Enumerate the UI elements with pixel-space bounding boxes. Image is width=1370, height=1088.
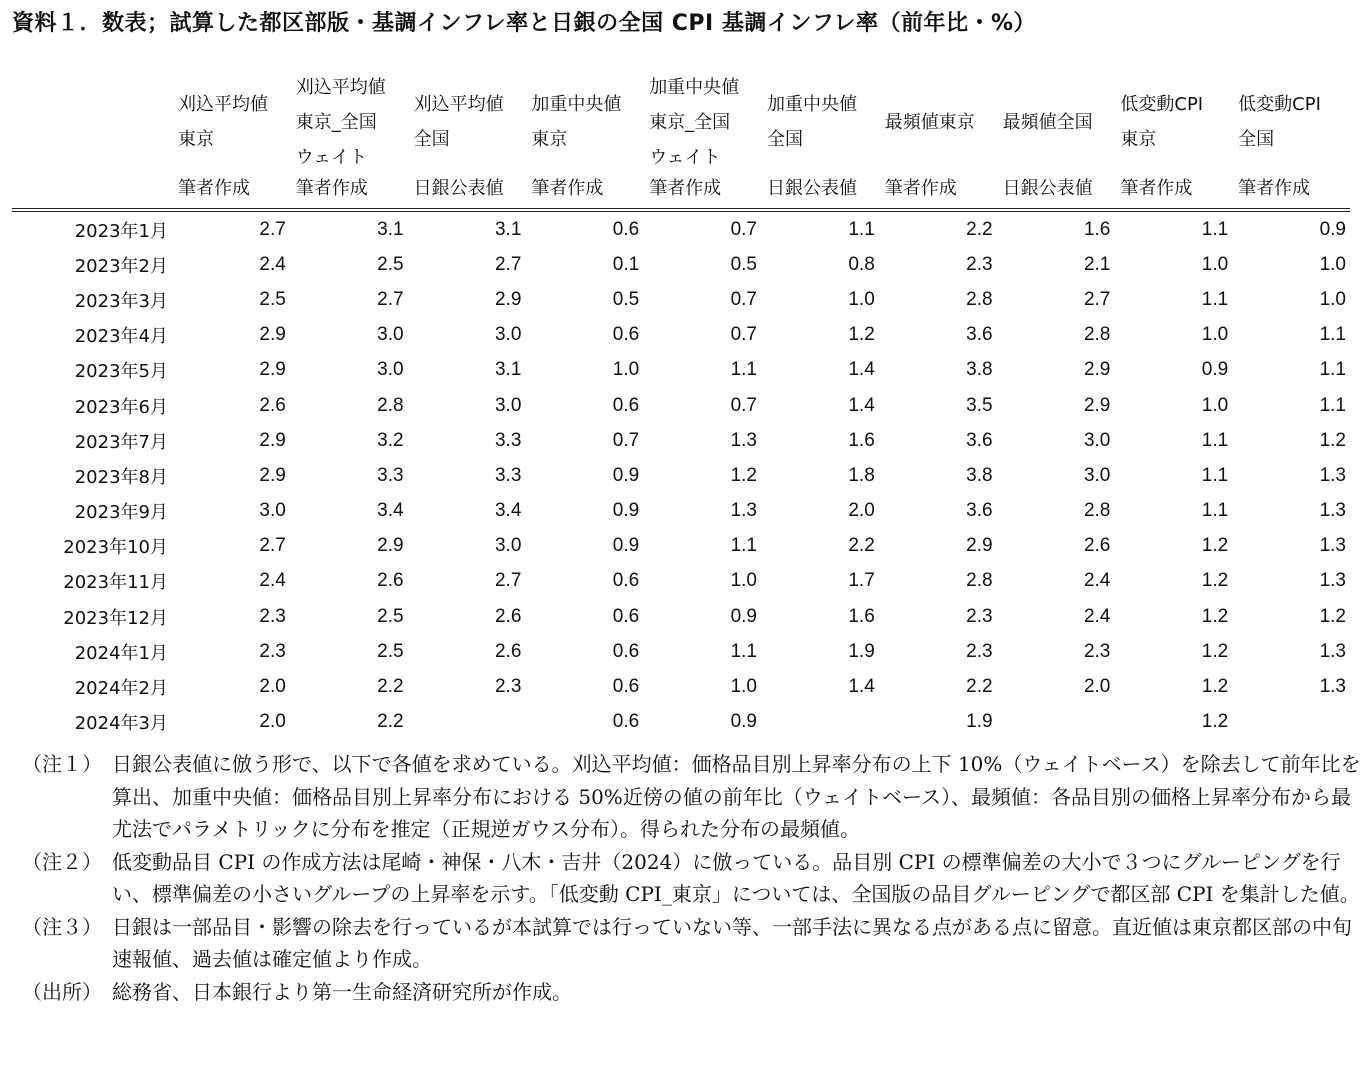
table-cell: 2.7: [1083, 288, 1111, 310]
table-cell: 3.2: [377, 429, 404, 451]
table-cell: 3.8: [966, 464, 993, 486]
column-source-label: 日銀公表値: [413, 178, 504, 199]
table-cell: 2.1: [1083, 253, 1111, 275]
table-cell: 0.5: [730, 253, 757, 275]
table-cell: 2.6: [494, 605, 522, 627]
table-cell: 1.3: [1319, 640, 1346, 662]
table-cell: 1.1: [730, 535, 757, 557]
column-header-line: 低変動CPI: [1120, 94, 1204, 115]
table-cell: 2.7: [494, 570, 522, 592]
table-cell: 1.9: [848, 640, 875, 662]
column-header-line: ウェイト: [649, 146, 721, 168]
table-cell: 1.0: [1319, 288, 1346, 310]
table-cell: 2.9: [1083, 359, 1111, 381]
table-cell: 0.6: [612, 570, 640, 592]
column-header-line: 最頻値全国: [1002, 111, 1093, 133]
column-header-line: 全国: [766, 129, 803, 150]
column-header-line: 東京: [531, 129, 568, 150]
table-cell: 0.6: [612, 394, 640, 416]
table-cell: 0.8: [848, 253, 875, 275]
column-header: [525, 74, 643, 170]
table-row: [12, 458, 1350, 493]
table-cell: 0.9: [612, 535, 640, 557]
row-date: 2024年3月: [74, 713, 168, 735]
table-cell: 2.8: [966, 570, 993, 592]
table-cell: 2.2: [377, 676, 404, 698]
column-source: [761, 170, 879, 210]
table-cell: 2.3: [966, 640, 993, 662]
table-cell: 0.7: [730, 218, 757, 240]
row-date: 2023年11月: [63, 572, 168, 594]
column-source: [1114, 170, 1232, 210]
table-cell: 1.6: [848, 605, 875, 627]
note-label: （注１）: [22, 752, 102, 776]
column-header-line: 刈込平均値: [413, 94, 504, 115]
table-cell: 2.6: [1083, 535, 1111, 557]
table-cell: 1.2: [1201, 711, 1229, 733]
table-cell: 2.3: [259, 640, 286, 662]
table-cell: [1232, 705, 1350, 740]
column-source: [1232, 170, 1350, 210]
column-header-line: 刈込平均値: [178, 94, 268, 115]
table-cell: 1.1: [1201, 288, 1229, 310]
table-cell: 2.5: [259, 288, 286, 310]
row-date: 2023年12月: [63, 607, 168, 629]
table-cell: 1.0: [1201, 394, 1229, 416]
column-source-label: 日銀公表値: [766, 178, 857, 199]
table-cell: 1.1: [730, 359, 757, 381]
row-date: 2023年8月: [74, 466, 168, 488]
column-header-line: ウェイト: [295, 146, 368, 168]
table-cell: 1.1: [1201, 218, 1229, 240]
note-item: [22, 748, 1362, 846]
table-cell: 1.1: [1319, 394, 1346, 416]
table-cell: 2.3: [966, 253, 993, 275]
column-source-label: 筆者作成: [884, 178, 957, 199]
note-text: 日銀は一部品目・影響の除去を行っているが本試算では行っていない等、一部手法に異なる点がある点に留意。直近値は東京都区部の中旬速報値、過去値は確定値より作成。: [112, 914, 1352, 971]
table-cell: 2.8: [1083, 324, 1111, 346]
table-cell: 3.0: [259, 500, 286, 522]
row-date: 2023年10月: [63, 537, 168, 559]
table-cell: [408, 705, 526, 740]
table-cell: 3.0: [494, 324, 522, 346]
table-cell: 1.3: [730, 429, 757, 451]
column-header-line: 低変動CPI: [1238, 94, 1321, 115]
column-header-line: 加重中央値: [531, 94, 622, 115]
note-item: [22, 976, 1362, 1009]
row-date: 2023年4月: [74, 326, 168, 348]
table-cell: 3.8: [966, 359, 993, 381]
column-source-label: 筆者作成: [649, 178, 722, 199]
table-cell: 1.2: [1201, 535, 1229, 557]
table-cell: 2.4: [1083, 570, 1111, 592]
table-cell: 3.4: [377, 500, 404, 522]
table-cell: 3.3: [494, 464, 522, 486]
table-cell: 2.5: [377, 640, 404, 662]
table-cell: 2.0: [848, 500, 875, 522]
column-header-line: 加重中央値: [766, 94, 857, 115]
table-cell: 1.2: [1319, 605, 1346, 627]
table-cell: 2.2: [966, 218, 993, 240]
table-cell: 1.3: [1319, 676, 1346, 698]
header-corner-source: [12, 170, 172, 210]
table-row: [12, 423, 1350, 458]
note-item: [22, 911, 1362, 976]
table-cell: 1.9: [966, 711, 993, 733]
column-header-line: 東京: [178, 129, 214, 150]
column-header: [643, 74, 761, 170]
column-header-line: 最頻値東京: [884, 111, 975, 133]
table-cell: 2.9: [377, 535, 404, 557]
table-cell: 1.2: [730, 464, 757, 486]
table-cell: 0.6: [612, 324, 640, 346]
table-cell: 1.2: [848, 324, 875, 346]
table-cell: 1.2: [1201, 570, 1229, 592]
table-header: [12, 74, 1350, 210]
table-cell: 0.5: [612, 288, 640, 310]
table-cell: 3.5: [966, 394, 993, 416]
column-source-label: 筆者作成: [1120, 178, 1193, 199]
table-cell: 2.7: [259, 218, 286, 240]
table-row: [12, 564, 1350, 599]
table-cell: 2.2: [966, 676, 993, 698]
table-cell: 2.9: [259, 359, 286, 381]
column-source: [290, 170, 408, 210]
table-cell: [761, 705, 879, 740]
table-cell: 2.3: [1083, 640, 1111, 662]
row-date: 2023年3月: [74, 290, 168, 312]
table-cell: 2.9: [966, 535, 993, 557]
table-cell: 3.3: [377, 464, 404, 486]
table-cell: 3.0: [1083, 429, 1111, 451]
table-row: [12, 599, 1350, 634]
table-cell: 1.3: [1319, 535, 1346, 557]
table-cell: 0.6: [612, 711, 640, 733]
column-header: [761, 74, 879, 170]
table-cell: 1.3: [1319, 464, 1346, 486]
table-cell: 1.2: [1201, 640, 1229, 662]
table-cell: 3.0: [494, 535, 522, 557]
table-cell: 1.4: [848, 359, 875, 381]
table-row: [12, 210, 1350, 247]
table-cell: 2.9: [259, 324, 286, 346]
column-header-line: 東京_全国: [649, 111, 731, 133]
table-cell: 2.4: [1083, 605, 1111, 627]
table-row: [12, 282, 1350, 317]
column-source: [643, 170, 761, 210]
table-cell: 2.9: [1083, 394, 1111, 416]
table-cell: 2.7: [494, 253, 522, 275]
column-source: [879, 170, 997, 210]
inflation-table: [12, 74, 1350, 740]
table-cell: 0.9: [1201, 359, 1229, 381]
table-cell: 3.3: [494, 429, 522, 451]
column-header: [408, 74, 526, 170]
notes-section: [22, 748, 1362, 1008]
row-date: 2023年9月: [74, 502, 168, 524]
note-text: 総務省、日本銀行より第一生命経済研究所が作成。: [112, 979, 572, 1004]
table-cell: 2.5: [377, 605, 404, 627]
table-cell: 2.4: [259, 570, 286, 592]
table-cell: 1.6: [1083, 218, 1111, 240]
table-row: [12, 669, 1350, 704]
table-cell: 1.0: [1319, 253, 1346, 275]
table-cell: 1.1: [1201, 429, 1229, 451]
table-cell: 0.6: [612, 605, 640, 627]
page-title: 資料１．数表；試算した都区部版・基調インフレ率と日銀の全国 CPI 基調インフレ率（前年比・%）: [12, 11, 1037, 36]
table-cell: 1.6: [848, 429, 875, 451]
column-source-label: 筆者作成: [178, 178, 250, 199]
table-cell: 1.3: [1319, 500, 1346, 522]
table-cell: 2.8: [1083, 500, 1111, 522]
column-source-label: 日銀公表値: [1002, 178, 1093, 199]
table-cell: 1.1: [1201, 500, 1229, 522]
table-cell: 0.7: [730, 324, 757, 346]
table-body: [12, 210, 1350, 740]
table-cell: 2.3: [966, 605, 993, 627]
table-cell: 2.2: [377, 711, 404, 733]
table-cell: 1.4: [848, 394, 875, 416]
table-cell: 0.7: [730, 288, 757, 310]
column-source: [408, 170, 526, 210]
table-cell: 1.0: [1201, 253, 1229, 275]
note-label: （出所）: [22, 979, 102, 1004]
row-date: 2023年6月: [74, 396, 168, 418]
note-text: 日銀公表値に倣う形で、以下で各値を求めている。刈込平均値：価格品目別上昇率分布の上下 10%（ウェイトベース）を除去して前年比を算出、加重中央値：価格品目別上昇率分布における 50%近傍の値の前年比（ウェイトベース）、最頻値：各品目別の価格上昇率分布から最尤法でパラメトリックに分布を推定（正規逆ガウス分布）。得られた分布の最頻値。: [112, 752, 1361, 841]
table-row: [12, 705, 1350, 740]
column-source-label: 筆者作成: [531, 178, 604, 199]
table-cell: 0.7: [612, 429, 640, 451]
note-item: [22, 846, 1362, 911]
table-cell: [997, 705, 1115, 740]
table-cell: 2.9: [259, 464, 286, 486]
table-cell: 1.4: [848, 676, 875, 698]
table-cell: 3.0: [494, 394, 522, 416]
column-source-label: 筆者作成: [295, 178, 368, 199]
table-cell: 1.3: [730, 500, 757, 522]
table-cell: 0.7: [730, 394, 757, 416]
table-row: [12, 247, 1350, 282]
table-cell: 3.1: [494, 359, 522, 381]
table-cell: 3.4: [494, 500, 522, 522]
table-cell: 3.6: [966, 429, 993, 451]
table-row: [12, 318, 1350, 353]
table-cell: 1.2: [1201, 676, 1229, 698]
table-cell: 2.3: [494, 676, 522, 698]
column-header: [172, 74, 290, 170]
table-cell: 1.1: [1319, 359, 1346, 381]
column-header: [290, 74, 408, 170]
table-cell: 2.0: [1083, 676, 1111, 698]
table-cell: 3.6: [966, 500, 993, 522]
table-cell: 2.7: [259, 535, 286, 557]
note-label: （注３）: [22, 914, 102, 939]
column-source: [172, 170, 290, 210]
note-label: （注２）: [22, 849, 102, 874]
table-row: [12, 353, 1350, 388]
header-corner: [12, 74, 172, 170]
column-header-line: 全国: [413, 129, 450, 150]
table-cell: 0.9: [1319, 218, 1346, 240]
row-date: 2023年2月: [74, 255, 168, 277]
table-cell: 2.9: [494, 288, 522, 310]
table-cell: 1.0: [1201, 324, 1229, 346]
table-cell: 0.6: [612, 218, 640, 240]
table-cell: 2.3: [259, 605, 286, 627]
table-cell: 1.0: [612, 359, 640, 381]
table-cell: 1.2: [1319, 429, 1346, 451]
table-cell: 3.0: [377, 359, 404, 381]
column-header: [997, 74, 1115, 170]
table-cell: 2.8: [377, 394, 404, 416]
table-cell: 2.0: [259, 711, 286, 733]
table-cell: 1.1: [730, 640, 757, 662]
column-header-line: 東京_全国: [295, 111, 377, 133]
table-cell: 0.9: [730, 711, 757, 733]
table-cell: 3.0: [1083, 464, 1111, 486]
row-date: 2023年1月: [74, 220, 168, 242]
table-cell: 2.6: [259, 394, 286, 416]
table-cell: 0.9: [612, 500, 640, 522]
table-cell: 3.1: [494, 218, 522, 240]
table-row: [12, 494, 1350, 529]
table-cell: 2.2: [848, 535, 875, 557]
table-cell: 1.8: [848, 464, 875, 486]
table-cell: 0.6: [612, 676, 640, 698]
table-cell: 2.0: [259, 676, 286, 698]
column-header-line: 東京: [1120, 129, 1157, 150]
table-cell: 2.6: [377, 570, 404, 592]
column-source-label: 筆者作成: [1238, 178, 1311, 199]
table-cell: 2.4: [259, 253, 286, 275]
table-cell: 0.9: [612, 464, 640, 486]
table-cell: 3.1: [377, 218, 404, 240]
table-cell: 1.1: [1201, 464, 1229, 486]
table-cell: 2.6: [494, 640, 522, 662]
table-cell: 3.6: [966, 324, 993, 346]
table-cell: 2.8: [966, 288, 993, 310]
table-cell: 1.1: [1319, 324, 1346, 346]
table-cell: 2.7: [377, 288, 404, 310]
table-cell: 1.2: [1201, 605, 1229, 627]
column-header: [1114, 74, 1232, 170]
table-row: [12, 529, 1350, 564]
table-cell: 1.0: [730, 676, 757, 698]
table-cell: 1.0: [730, 570, 757, 592]
table-cell: 2.5: [377, 253, 404, 275]
table-cell: 1.3: [1319, 570, 1346, 592]
column-source: [997, 170, 1115, 210]
table-cell: 1.0: [848, 288, 875, 310]
column-header-line: 刈込平均値: [295, 76, 386, 98]
row-date: 2024年1月: [74, 642, 168, 664]
table-cell: 1.7: [848, 570, 875, 592]
note-text: 低変動品目 CPI の作成方法は尾崎・神保・八木・吉井（2024）に倣っている。品目別 CPI の標準偏差の大小で３つにグルーピングを行い、標準偏差の小さいグループの上昇率を示す。「低変動 CPI_東京」については、全国版の品目グルーピングで都区部 CPI を集計した値。: [112, 849, 1360, 906]
column-header-line: 加重中央値: [649, 76, 740, 98]
table-cell: 0.9: [730, 605, 757, 627]
table-row: [12, 388, 1350, 423]
row-date: 2023年5月: [74, 361, 168, 383]
table-cell: 0.1: [612, 253, 640, 275]
row-date: 2023年7月: [74, 431, 168, 453]
table-cell: 2.9: [259, 429, 286, 451]
column-source: [525, 170, 643, 210]
column-header-line: 全国: [1238, 129, 1275, 150]
column-header: [879, 74, 997, 170]
row-date: 2024年2月: [74, 678, 168, 700]
table-cell: 1.1: [848, 218, 875, 240]
table-row: [12, 634, 1350, 669]
table-cell: 3.0: [377, 324, 404, 346]
table-cell: 0.6: [612, 640, 640, 662]
column-header: [1232, 74, 1350, 170]
